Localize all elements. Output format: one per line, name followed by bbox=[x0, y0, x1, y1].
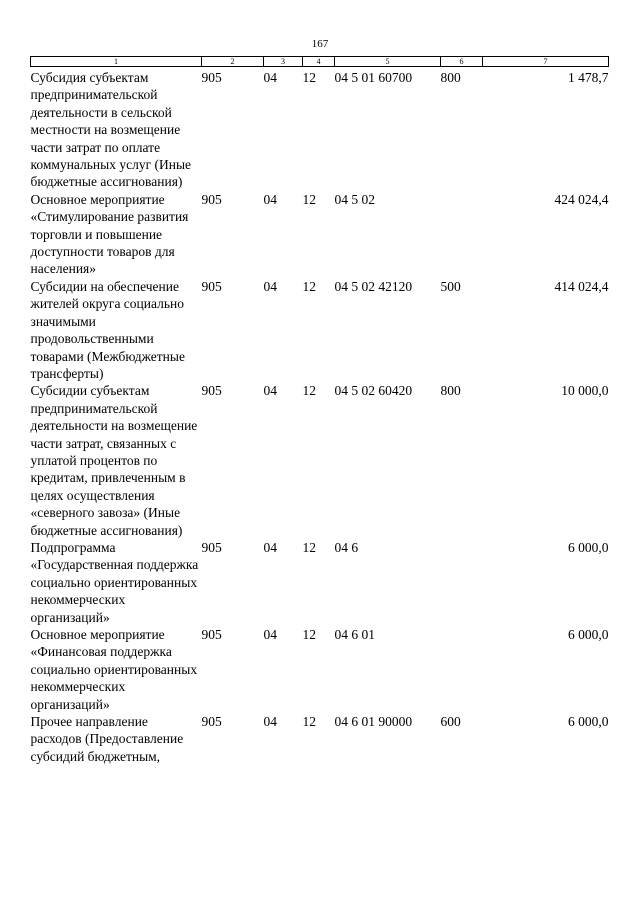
item-name: Основное мероприятие «Стимулирование развития торговли и повышение доступности товаров для населения» bbox=[30, 191, 189, 277]
header-cell: 6 bbox=[441, 57, 483, 67]
ministry-code: 905 bbox=[201, 539, 222, 555]
expense-type-code bbox=[441, 539, 483, 626]
header-cell: 7 bbox=[483, 57, 609, 67]
section-code: 04 bbox=[263, 627, 277, 642]
budget-table bbox=[30, 56, 609, 765]
table-row bbox=[31, 278, 609, 382]
expense-type-code bbox=[441, 191, 483, 278]
amount: 6 000,0 bbox=[568, 539, 609, 555]
item-name: Субсидии на обеспечение жителей округа социально значимыми продовольственными товарами (Межбюджетные трансферты) bbox=[30, 278, 185, 381]
table-row bbox=[31, 539, 609, 626]
section-code: 04 bbox=[263, 383, 277, 399]
ministry-code: 905 bbox=[201, 383, 222, 399]
ministry-code: 905 bbox=[201, 191, 222, 207]
subsection-code: 12 bbox=[302, 714, 316, 730]
section-code: 04 bbox=[263, 714, 277, 730]
section-code: 04 bbox=[263, 70, 277, 85]
item-name: Субсидия субъектам предпринимательской деятельности в сельской местности на возмещение части затрат по оплате коммунальных услуг (Иные бюджетные ассигнования) bbox=[30, 70, 192, 190]
expense-type-code: 800 bbox=[440, 383, 461, 399]
table-row bbox=[31, 713, 609, 765]
amount: 1 478,7 bbox=[568, 70, 609, 85]
table-row bbox=[31, 67, 609, 191]
amount: 6 000,0 bbox=[568, 714, 609, 730]
amount: 414 024,4 bbox=[554, 278, 609, 294]
header-row bbox=[31, 57, 609, 67]
subsection-code: 12 bbox=[302, 539, 316, 555]
target-code: 04 5 02 bbox=[334, 191, 375, 207]
header-cell: 5 bbox=[335, 57, 441, 67]
target-code: 04 5 02 42120 bbox=[334, 278, 413, 294]
ministry-code: 905 bbox=[201, 627, 222, 642]
item-name: Субсидии субъектам предпринимательской деятельности на возмещение части затрат, связанных с уплатой процентов по кредитам, привлеченным в целях осуществления «северного завоза» (Иные бюджетные ассигнования) bbox=[30, 383, 198, 538]
ministry-code: 905 bbox=[201, 70, 222, 85]
header-cell: 2 bbox=[202, 57, 264, 67]
target-code: 04 5 01 60700 bbox=[334, 70, 413, 85]
target-code: 04 6 bbox=[334, 539, 359, 555]
table-row bbox=[31, 191, 609, 278]
target-code: 04 6 01 90000 bbox=[334, 714, 413, 730]
item-name: Подпрограмма «Государственная поддержка социально ориентированных некоммерческих организаций» bbox=[30, 539, 199, 625]
expense-type-code bbox=[441, 626, 483, 713]
header-cell: 3 bbox=[264, 57, 303, 67]
expense-type-code: 600 bbox=[440, 714, 461, 730]
expense-type-code: 500 bbox=[440, 278, 461, 294]
ministry-code: 905 bbox=[201, 278, 222, 294]
amount: 424 024,4 bbox=[554, 191, 609, 207]
subsection-code: 12 bbox=[302, 278, 316, 294]
item-name: Основное мероприятие «Финансовая поддержка социально ориентированных некоммерческих организаций» bbox=[30, 627, 198, 712]
header-cell: 1 bbox=[31, 57, 202, 67]
section-code: 04 bbox=[263, 278, 277, 294]
expense-type-code: 800 bbox=[440, 70, 461, 85]
table-row bbox=[31, 382, 609, 539]
target-code: 04 5 02 60420 bbox=[334, 383, 413, 399]
target-code: 04 6 01 bbox=[334, 627, 375, 642]
section-code: 04 bbox=[263, 191, 277, 207]
amount: 10 000,0 bbox=[561, 383, 609, 399]
subsection-code: 12 bbox=[302, 383, 316, 399]
header-cell: 4 bbox=[303, 57, 335, 67]
amount: 6 000,0 bbox=[568, 627, 609, 642]
subsection-code: 12 bbox=[302, 627, 316, 642]
page-number: 167 bbox=[311, 38, 329, 50]
subsection-code: 12 bbox=[302, 70, 316, 85]
item-name: Прочее направление расходов (Предоставление субсидий бюджетным, bbox=[30, 714, 184, 764]
subsection-code: 12 bbox=[302, 191, 316, 207]
section-code: 04 bbox=[263, 539, 277, 555]
table-row bbox=[31, 626, 609, 713]
ministry-code: 905 bbox=[201, 714, 222, 730]
